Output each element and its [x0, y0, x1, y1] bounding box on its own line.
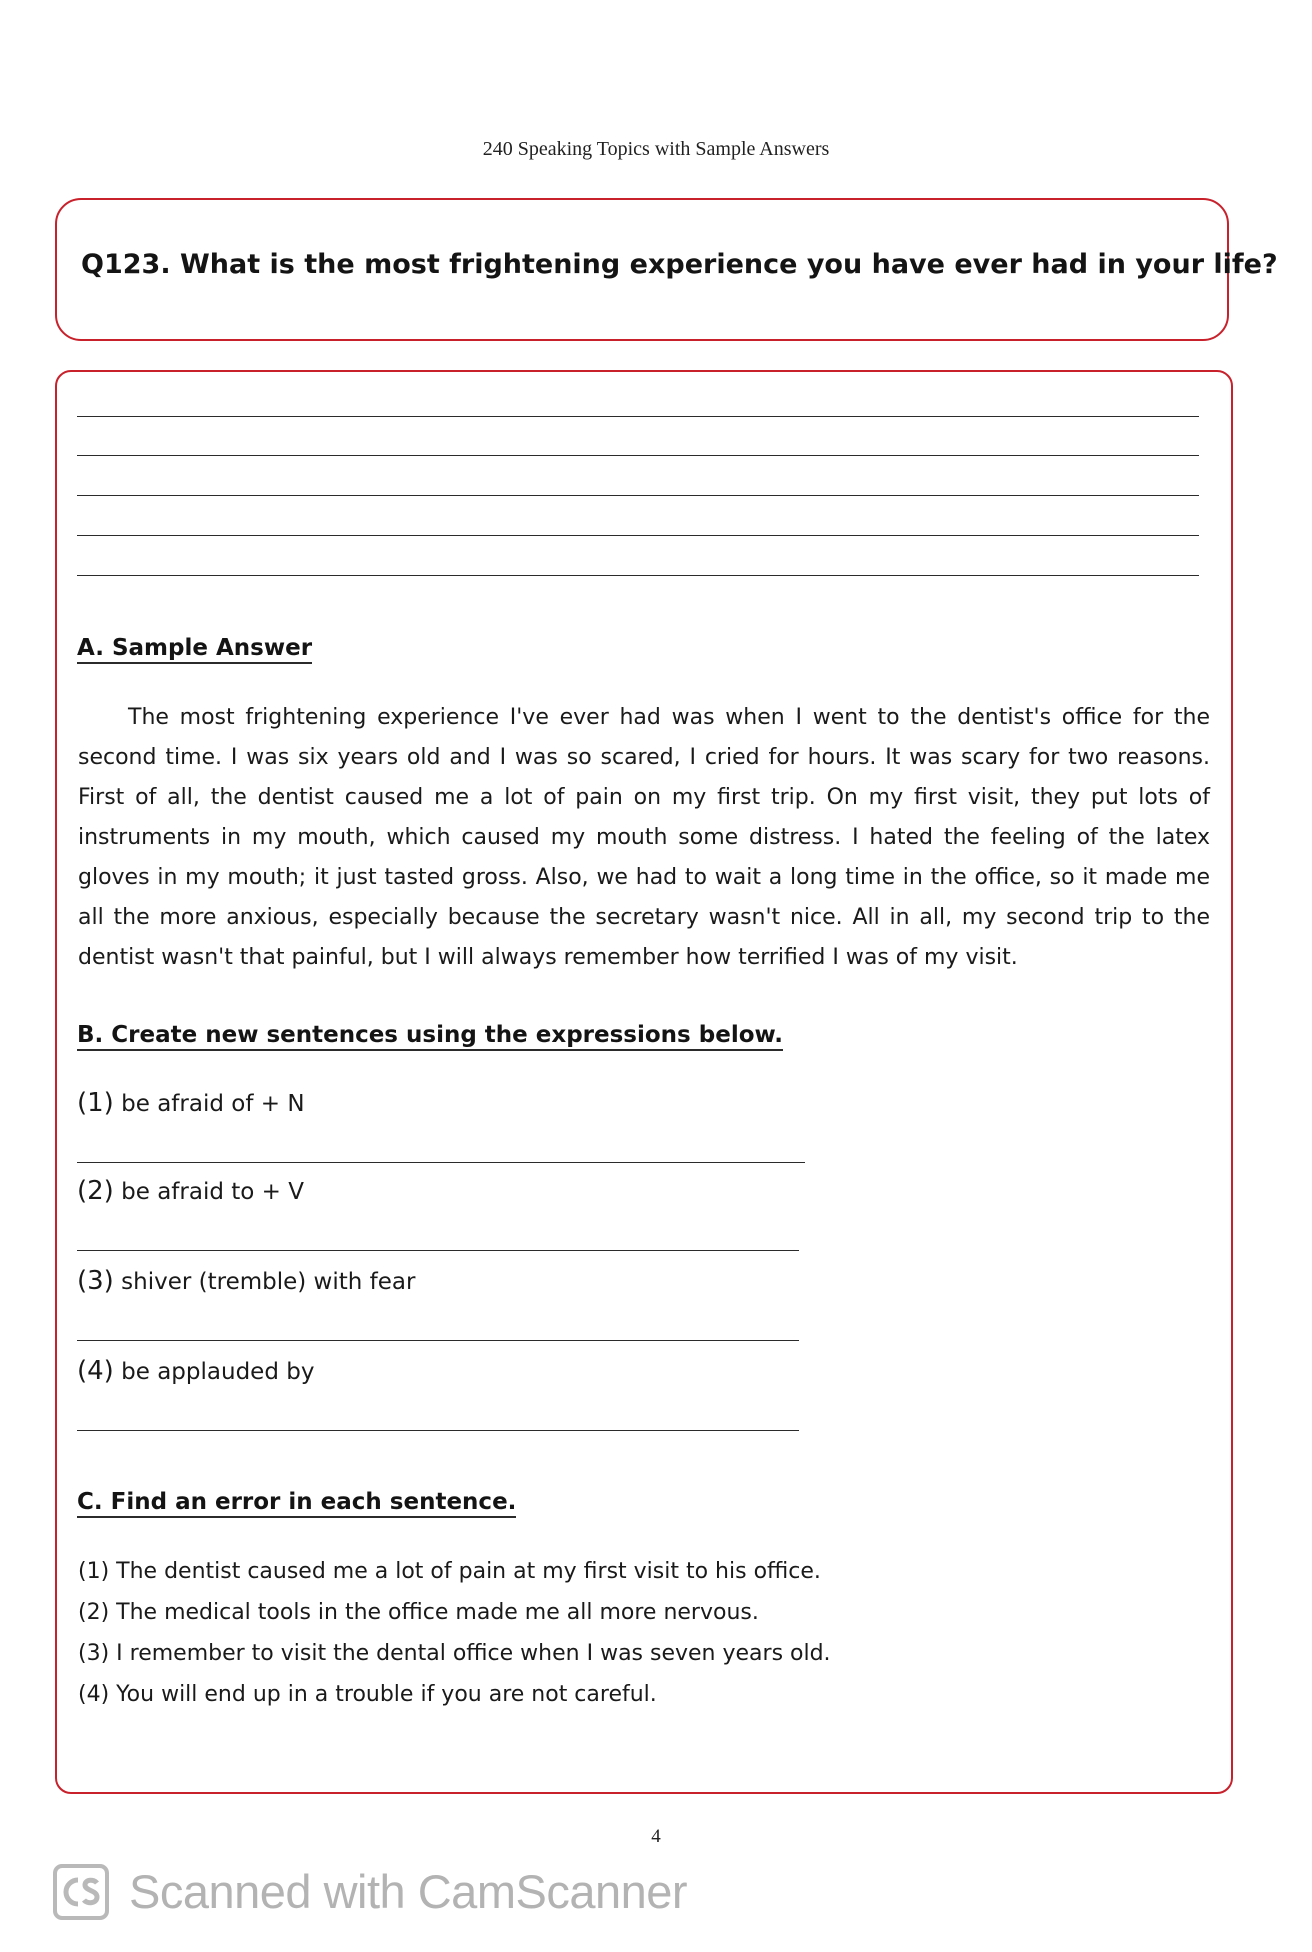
expression-text: be afraid of + N [121, 1091, 305, 1117]
expression-item [77, 1176, 304, 1206]
writing-line [77, 535, 1199, 536]
expression-number: (1) [77, 1088, 114, 1118]
page-number: 4 [651, 1826, 661, 1847]
section-c-heading: C. Find an error in each sentence. [77, 1489, 516, 1518]
writing-line [77, 455, 1199, 456]
section-b-heading: B. Create new sentences using the expressions below. [77, 1022, 783, 1051]
error-sentence: (2) The medical tools in the office made me all more nervous. [78, 1600, 759, 1625]
expression-number: (4) [77, 1356, 114, 1386]
error-sentence: (4) You will end up in a trouble if you are not careful. [78, 1682, 657, 1707]
camscanner-logo-icon [53, 1864, 109, 1920]
answer-box [55, 370, 1233, 1794]
expression-item [77, 1088, 305, 1118]
expression-answer-line [77, 1250, 799, 1251]
question-box [55, 198, 1278, 341]
question-text: Q123. What is the most frightening experience you have ever had in your life? [81, 249, 1278, 280]
expression-answer-line [77, 1430, 799, 1431]
running-header: 240 Speaking Topics with Sample Answers [482, 138, 830, 160]
error-sentence: (3) I remember to visit the dental office when I was seven years old. [78, 1641, 831, 1666]
expression-text: be afraid to + V [121, 1179, 304, 1205]
writing-line [77, 575, 1199, 576]
sample-answer-paragraph: The most frightening experience I've ever had was when I went to the dentist's office for the second time. I was six years old and I was so scared, I cried for hours. It was scary for two reasons. First of all, the dentist caused me a lot of pain on my first trip. On my first visit, they put lots of instruments in my mouth, which caused my mouth some distress. I hated the feeling of the latex gloves in my mouth; it just tasted gross. Also, we had to wait a long time in the office, so it made me all the more anxious, especially because the secretary wasn't nice. All in all, my second trip to the dentist wasn't that painful, but I will always remember how terrified I was of my visit. [78, 705, 1210, 970]
expression-item [77, 1356, 314, 1386]
section-a-heading: A. Sample Answer [77, 635, 312, 664]
expression-item [77, 1266, 415, 1296]
expression-number: (3) [77, 1266, 114, 1296]
expression-number: (2) [77, 1176, 114, 1206]
watermark-text: Scanned with CamScanner [129, 1865, 688, 1918]
writing-line [77, 416, 1199, 417]
expression-text: be applauded by [121, 1359, 315, 1385]
expression-answer-line [77, 1162, 805, 1163]
expression-text: shiver (tremble) with fear [121, 1269, 416, 1295]
expression-answer-line [77, 1340, 799, 1341]
writing-line [77, 495, 1199, 496]
error-sentence: (1) The dentist caused me a lot of pain at my first visit to his office. [78, 1559, 821, 1584]
